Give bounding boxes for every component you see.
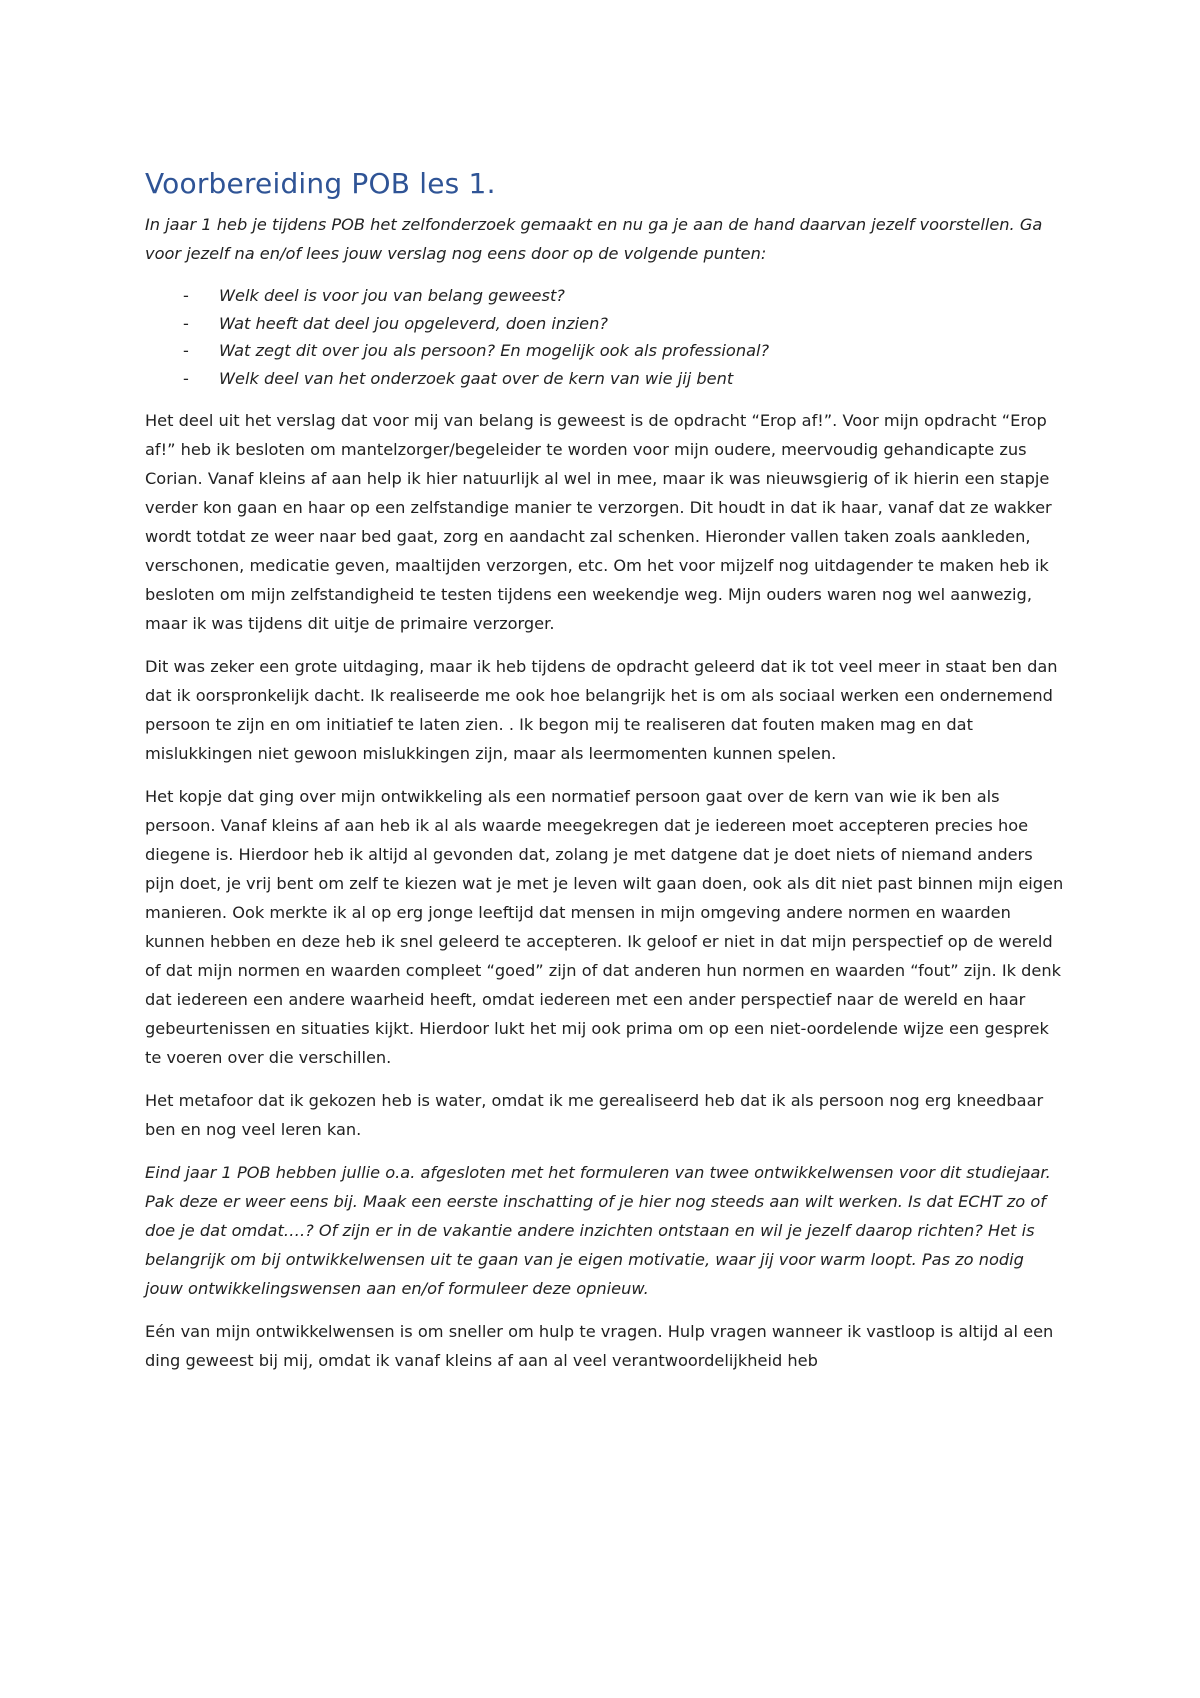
body-paragraph-erop-af: Het deel uit het verslag dat voor mij van belang is geweest is de opdracht “Erop af!”. Voor mijn opdracht “Erop af!” heb ik besloten om mantelzorger/begeleider te worden voor mijn oudere, meervoudig gehandicapte zus Corian. Vanaf kleins af aan help ik hier natuurlijk al wel in mee, maar ik was nieuwsgierig of ik hierin een stapje verder kon gaan en haar op een zelfstandige manier te verzorgen. Dit houdt in dat ik haar, vanaf dat ze wakker wordt totdat ze weer naar bed gaat, zorg en aandacht zal schenken. Hieronder vallen taken zoals aankleden, verschonen, medicatie geven, maaltijden verzorgen, etc. Om het voor mijzelf nog uitdagender te maken heb ik besloten om mijn zelfstandigheid te testen tijdens een weekendje weg. Mijn ouders waren nog wel aanwezig, maar ik was tijdens dit uitje de primaire verzorger. xyxy=(145,411,1052,633)
list-item xyxy=(145,310,1065,338)
page-title: Voorbereiding POB les 1. xyxy=(145,167,496,200)
dash-bullet: - xyxy=(183,368,189,388)
second-instruction: Eind jaar 1 POB hebben jullie o.a. afgesloten met het formuleren van twee ontwikkelwensen voor dit studiejaar. Pak deze er weer eens bij. Maak een eerste inschatting of je hier nog steeds aan wilt werken. Is dat ECHT zo of doe je dat omdat….? Of zijn er in de vakantie andere inzichten ontstaan en wil je jezelf daarop richten? Het is belangrijk om bij ontwikkelwensen uit te gaan van je eigen motivatie, waar jij voor warm loopt. Pas zo nodig jouw ontwikkelingswensen aan en/of formuleer deze opnieuw. xyxy=(145,1163,1051,1298)
document-page xyxy=(145,166,1065,1389)
list-item-text: Wat zegt dit over jou als persoon? En mogelijk ook als professional? xyxy=(219,341,770,360)
list-item-text: Welk deel van het onderzoek gaat over de kern van wie jij bent xyxy=(219,368,734,388)
list-item xyxy=(145,282,1065,310)
body-paragraph-ontwikkelwens: Eén van mijn ontwikkelwensen is om sneller om hulp te vragen. Hulp vragen wanneer ik vastloop is altijd al een ding geweest bij mij, omdat ik vanaf kleins af aan al veel verantwoordelijkheid heb xyxy=(145,1322,1054,1370)
body-paragraph-normatief: Het kopje dat ging over mijn ontwikkeling als een normatief persoon gaat over de kern van wie ik ben als persoon. Vanaf kleins af aan heb ik al als waarde meegekregen dat je iedereen moet accepteren precies hoe diegene is. Hierdoor heb ik altijd al gevonden dat, zolang je met datgene dat je doet niets of niemand anders pijn doet, je vrij bent om zelf te kiezen wat je met je leven wilt gaan doen, ook als dit niet past binnen mijn eigen manieren. Ook merkte ik al op erg jonge leeftijd dat mensen in mijn omgeving andere normen en waarden kunnen hebben en deze heb ik snel geleerd te accepteren. Ik geloof er niet in dat mijn perspectief op de wereld of dat mijn normen en waarden compleet “goed” zijn of dat anderen hun normen en waarden “fout” zijn. Ik denk dat iedereen een andere waarheid heeft, omdat iedereen met een ander perspectief naar de wereld en haar gebeurtenissen en situaties kijkt. Hierdoor lukt het mij ook prima om op een niet-oordelende wijze een gesprek te voeren over die verschillen. xyxy=(145,787,1064,1067)
list-item xyxy=(145,337,1065,365)
list-item-text: Welk deel is voor jou van belang geweest? xyxy=(219,286,565,305)
intro-instruction: In jaar 1 heb je tijdens POB het zelfonderzoek gemaakt en nu ga je aan de hand daarvan jezelf voorstellen. Ga voor jezelf na en/of lees jouw verslag nog eens door op de volgende punten: xyxy=(145,215,1043,263)
body-paragraph-metafoor: Het metafoor dat ik gekozen heb is water, omdat ik me gerealiseerd heb dat ik als persoon nog erg kneedbaar ben en nog veel leren kan. xyxy=(145,1091,1044,1139)
dash-bullet: - xyxy=(183,341,189,360)
list-item xyxy=(145,365,1065,393)
dash-bullet: - xyxy=(183,286,189,305)
question-list xyxy=(145,282,1065,392)
body-paragraph-uitdaging: Dit was zeker een grote uitdaging, maar ik heb tijdens de opdracht geleerd dat ik tot veel meer in staat ben dan dat ik oorspronkelijk dacht. Ik realiseerde me ook hoe belangrijk het is om als sociaal werken een ondernemend persoon te zijn en om initiatief te laten zien. . Ik begon mij te realiseren dat fouten maken mag en dat mislukkingen niet gewoon mislukkingen zijn, maar als leermomenten kunnen spelen. xyxy=(145,657,1058,763)
dash-bullet: - xyxy=(183,313,189,333)
list-item-text: Wat heeft dat deel jou opgeleverd, doen inzien? xyxy=(219,313,608,333)
